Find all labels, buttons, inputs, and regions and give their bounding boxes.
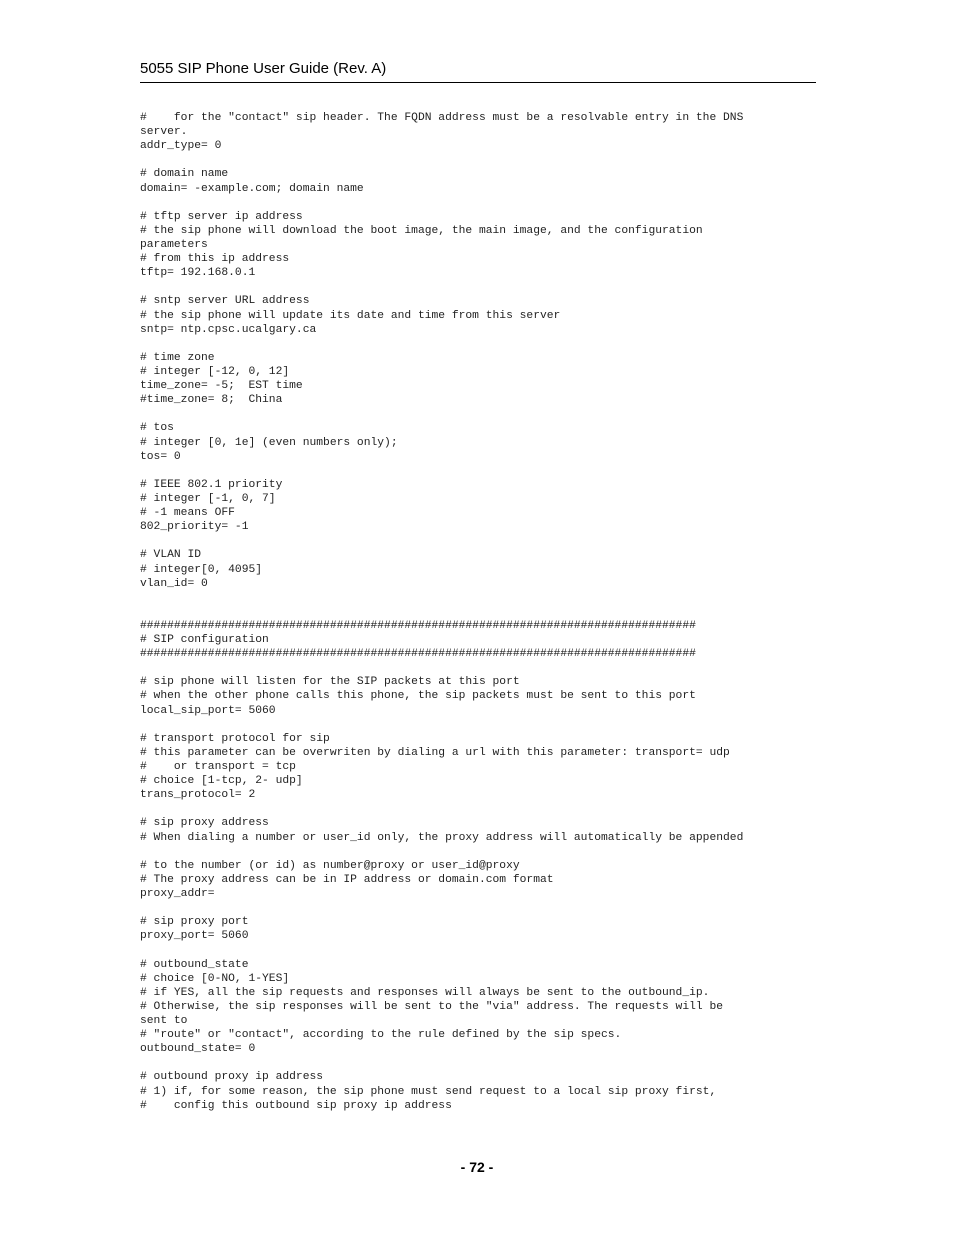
config-line: [140, 280, 816, 294]
config-line: # Otherwise, the sip responses will be sent to the "via" address. The requests will be: [140, 1000, 724, 1013]
page-number: - 72 -: [460, 1159, 494, 1175]
config-line: # integer [-12, 0, 12]: [140, 365, 290, 378]
config-line: # IEEE 802.1 priority: [140, 478, 283, 491]
config-line: [140, 534, 816, 548]
config-line: # choice [0-NO, 1-YES]: [140, 972, 290, 985]
config-line: outbound_state= 0: [140, 1043, 256, 1056]
config-line: parameters: [140, 238, 208, 251]
config-line: # if YES, all the sip requests and responses will always be sent to the outbound_ip.: [140, 986, 710, 999]
config-line: # or transport = tcp: [140, 761, 296, 774]
config-line: # SIP configuration: [140, 634, 269, 647]
config-line: [140, 196, 816, 210]
config-line: # the sip phone will update its date and time from this server: [140, 309, 561, 322]
config-line: [140, 407, 816, 421]
config-line: # "route" or "contact", according to the rule defined by the sip specs.: [140, 1029, 622, 1042]
config-line: # The proxy address can be in IP address or domain.com format: [140, 873, 554, 886]
config-line: # integer [0, 1e] (even numbers only);: [140, 436, 398, 449]
config-line: [140, 943, 816, 957]
config-line: server.: [140, 126, 188, 139]
config-line: # sntp server URL address: [140, 295, 310, 308]
config-line: ##################################################################################: [140, 619, 696, 632]
config-line: proxy_port= 5060: [140, 930, 249, 943]
config-line: 802_priority= -1: [140, 521, 249, 534]
config-line: # tos: [140, 422, 174, 435]
config-line: # config this outbound sip proxy ip address: [140, 1099, 452, 1112]
config-line: [140, 802, 816, 816]
config-line: # VLAN ID: [140, 549, 202, 562]
config-line: trans_protocol= 2: [140, 789, 256, 802]
config-line: # outbound proxy ip address: [140, 1071, 324, 1084]
config-line: [140, 718, 816, 732]
config-line: sent to: [140, 1015, 188, 1027]
config-line: time_zone= -5; EST time: [140, 380, 303, 393]
config-line: proxy_addr=: [140, 888, 215, 901]
config-line: # this parameter can be overwriten by dialing a url with this parameter: transport= udp: [140, 746, 730, 759]
config-line: local_sip_port= 5060: [140, 704, 276, 717]
document-title: 5055 SIP Phone User Guide (Rev. A): [140, 60, 387, 77]
config-line: [140, 901, 816, 915]
config-line: # for the "contact" sip header. The FQDN address must be a resolvable entry in the DNS: [140, 112, 744, 124]
config-line: # sip proxy port: [140, 916, 249, 929]
config-line: # to the number (or id) as number@proxy or user_id@proxy: [140, 859, 520, 872]
config-line: tftp= 192.168.0.1: [140, 267, 256, 280]
config-line: # integer[0, 4095]: [140, 563, 263, 576]
config-line: addr_type= 0: [140, 140, 222, 153]
config-line: vlan_id= 0: [140, 577, 208, 590]
config-line: tos= 0: [140, 450, 181, 463]
config-line: # -1 means OFF: [140, 507, 235, 520]
config-line: # time zone: [140, 351, 215, 364]
config-line: [140, 464, 816, 478]
config-line: [140, 605, 816, 619]
config-line: # choice [1-tcp, 2- udp]: [140, 775, 303, 788]
config-line: [140, 1056, 816, 1070]
config-line: # when the other phone calls this phone, the sip packets must be sent to this port: [140, 690, 696, 703]
config-line: # the sip phone will download the boot image, the main image, and the configuration: [140, 224, 703, 237]
config-listing: [140, 111, 816, 1113]
page-header: [140, 59, 816, 83]
config-line: # sip phone will listen for the SIP packets at this port: [140, 676, 520, 689]
config-line: [140, 661, 816, 675]
config-line: # sip proxy address: [140, 817, 269, 830]
config-line: [140, 591, 816, 605]
config-line: ##################################################################################: [140, 648, 696, 661]
config-line: # tftp server ip address: [140, 210, 303, 223]
config-line: #time_zone= 8; China: [140, 394, 283, 407]
config-line: # outbound_state: [140, 958, 249, 971]
config-line: # When dialing a number or user_id only, the proxy address will automatically be appended: [140, 831, 744, 844]
config-line: # transport protocol for sip: [140, 732, 330, 745]
config-line: [140, 845, 816, 859]
config-line: # integer [-1, 0, 7]: [140, 492, 276, 505]
config-line: sntp= ntp.cpsc.ucalgary.ca: [140, 323, 317, 336]
config-line: # 1) if, for some reason, the sip phone must send request to a local sip proxy first,: [140, 1085, 717, 1098]
config-line: # domain name: [140, 168, 229, 181]
config-line: domain= -example.com; domain name: [140, 182, 364, 195]
config-line: # from this ip address: [140, 253, 290, 266]
config-line: [140, 153, 816, 167]
config-line: [140, 337, 816, 351]
